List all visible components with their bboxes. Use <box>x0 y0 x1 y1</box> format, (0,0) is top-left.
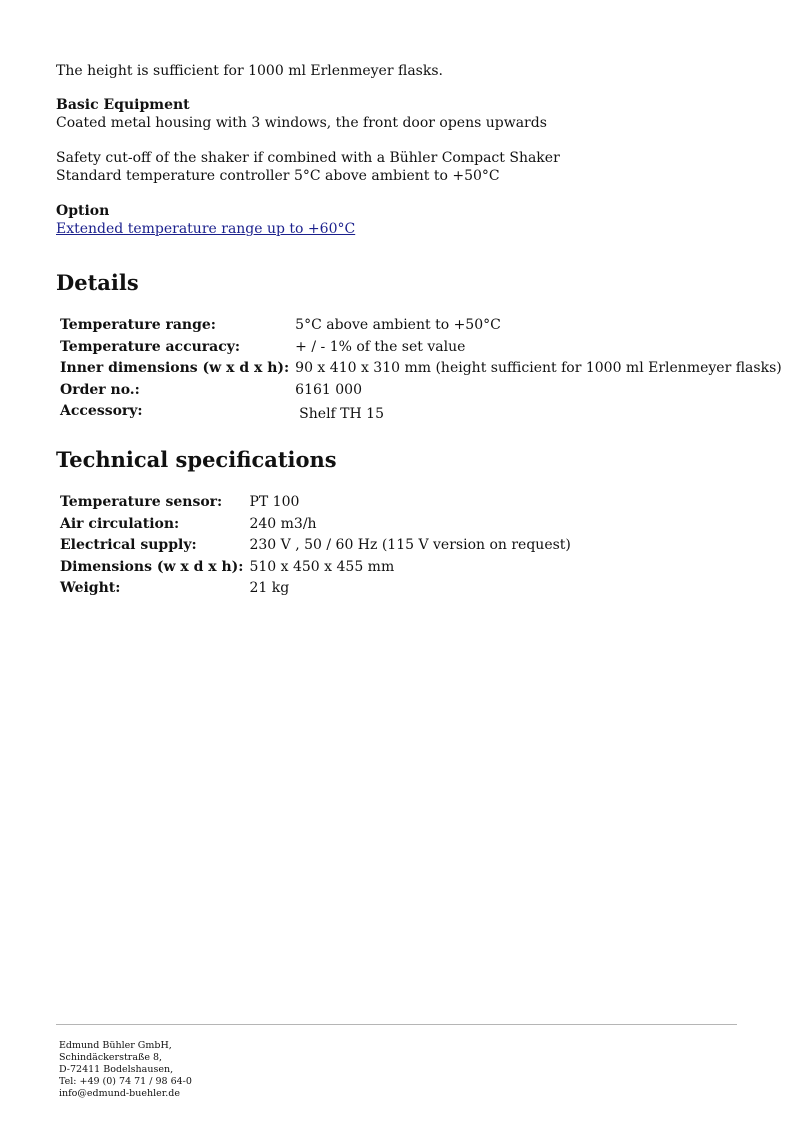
table-row <box>58 381 784 403</box>
spec-key: Dimensions (w x d x h): <box>60 558 244 575</box>
intro-text: The height is sufficient for 1000 ml Erlenmeyer flasks. <box>56 63 443 79</box>
details-key: Temperature range: <box>60 317 216 333</box>
spec-key: Temperature sensor: <box>60 494 223 510</box>
option-heading: Option <box>56 203 110 219</box>
spec-value: PT 100 <box>249 494 300 510</box>
table-row <box>58 536 573 558</box>
accessory-value: Shelf TH 15 <box>299 406 384 422</box>
footer-city: D-72411 Bodelshausen, <box>59 1064 174 1075</box>
spec-key: Electrical supply: <box>60 537 197 553</box>
table-row <box>58 515 573 537</box>
details-value: 5°C above ambient to +50°C <box>295 317 501 333</box>
spec-value: 21 kg <box>249 580 290 596</box>
table-row <box>58 402 784 424</box>
table-row <box>58 493 573 515</box>
option-section <box>56 202 355 238</box>
spec-key: Weight: <box>60 580 121 596</box>
spec-key: Air circulation: <box>60 515 180 532</box>
basic-equipment-housing: Coated metal housing with 3 windows, the front door opens upwards <box>56 115 547 131</box>
basic-equipment-heading: Basic Equipment <box>56 97 190 113</box>
table-row <box>58 359 784 381</box>
details-table <box>58 316 784 424</box>
basic-equipment-section <box>56 96 547 132</box>
footer-divider <box>56 1024 737 1025</box>
details-key: Order no.: <box>60 381 140 398</box>
table-row <box>58 558 573 580</box>
details-value: 90 x 410 x 310 mm (height sufficient for 1000 ml Erlenmeyer flasks) <box>295 360 782 376</box>
details-value: 6161 000 <box>295 381 362 398</box>
details-value <box>293 402 784 424</box>
footer-address <box>59 1040 192 1100</box>
details-key: Temperature accuracy: <box>60 338 241 355</box>
safety-cutoff-text: Safety cut-off of the shaker if combined with a Bühler Compact Shaker <box>56 150 560 166</box>
details-key: Inner dimensions (w x d x h): <box>60 360 290 376</box>
footer-phone: Tel: +49 (0) 74 71 / 98 64-0 <box>59 1076 192 1087</box>
spec-value: 240 m3/h <box>249 515 317 532</box>
table-row <box>58 316 784 338</box>
table-row <box>58 579 573 601</box>
details-value: + / - 1% of the set value <box>295 338 466 355</box>
extended-temperature-link[interactable]: Extended temperature range up to +60°C <box>56 221 356 237</box>
footer-email[interactable]: info@edmund-buehler.de <box>59 1088 180 1099</box>
table-row <box>58 338 784 360</box>
safety-section <box>56 149 560 185</box>
details-key: Accessory: <box>60 403 143 419</box>
technical-specifications-table <box>58 493 573 601</box>
footer-street: Schindäckerstraße 8, <box>59 1052 163 1063</box>
footer-company: Edmund Bühler GmbH, <box>59 1040 172 1051</box>
temperature-controller-text: Standard temperature controller 5°C above ambient to +50°C <box>56 168 500 184</box>
details-heading: Details <box>56 270 139 295</box>
technical-specifications-heading: Technical specifications <box>56 447 337 472</box>
spec-value: 230 V , 50 / 60 Hz (115 V version on request) <box>249 537 571 553</box>
spec-value: 510 x 450 x 455 mm <box>249 558 395 575</box>
